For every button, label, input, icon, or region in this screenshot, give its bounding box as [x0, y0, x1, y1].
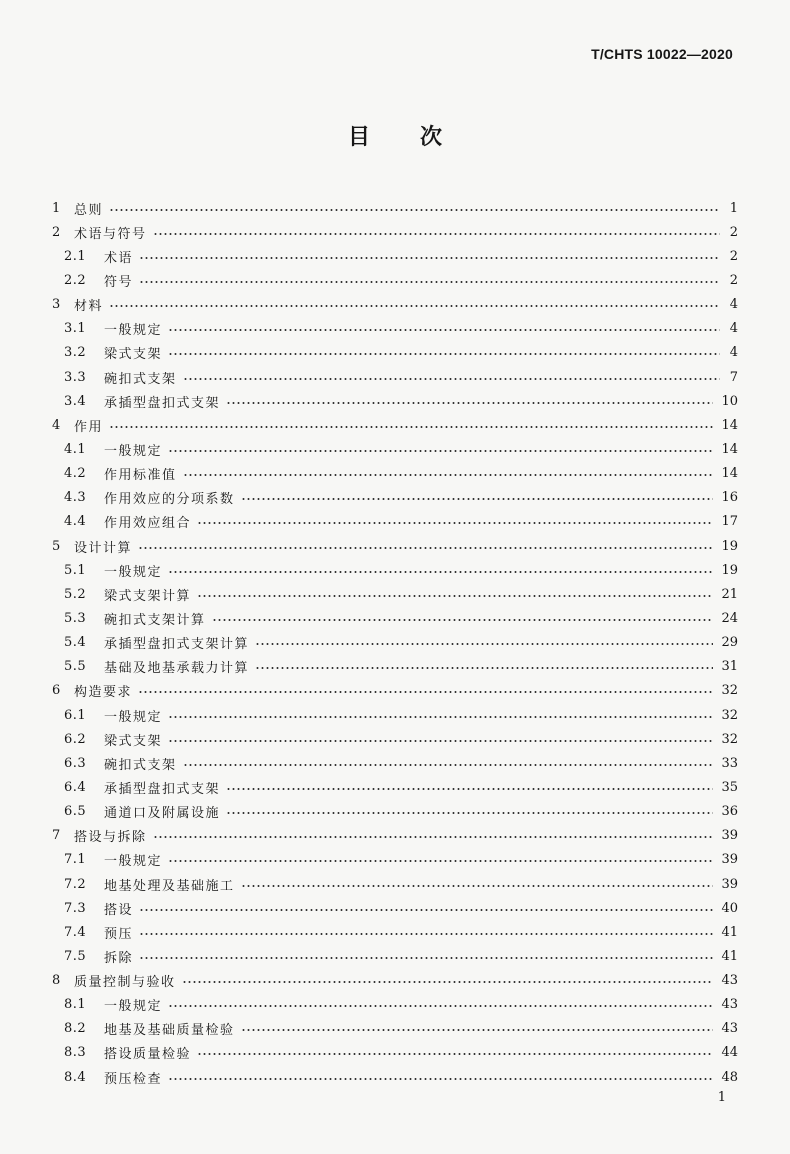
toc-entry-page: 2	[729, 272, 738, 288]
toc-entry[interactable]	[52, 944, 738, 968]
toc-dot-leader	[255, 666, 713, 670]
toc-entry[interactable]	[52, 462, 738, 486]
toc-dot-leader	[168, 570, 713, 574]
toc-dot-leader	[168, 352, 720, 356]
toc-entry[interactable]	[52, 727, 738, 751]
toc-entry[interactable]	[52, 1041, 738, 1065]
toc-entry-title: 梁式支架计算	[104, 588, 192, 604]
toc-entry-title: 搭设与拆除	[74, 830, 147, 846]
toc-entry-number: 6.5	[64, 804, 87, 820]
toc-entry[interactable]	[52, 558, 738, 582]
toc-entry-page: 41	[721, 948, 738, 964]
toc-dot-leader	[183, 763, 714, 767]
toc-entry-number: 4	[52, 417, 61, 433]
toc-entry-page: 4	[729, 297, 738, 313]
toc-entry-number: 7.3	[64, 900, 87, 916]
toc-entry-title: 一般规定	[104, 443, 163, 459]
toc-entry[interactable]	[52, 196, 738, 220]
toc-entry-title: 作用效应组合	[104, 516, 192, 532]
toc-dot-leader	[226, 401, 713, 405]
toc-entry-title: 构造要求	[74, 685, 133, 701]
toc-entry-page: 33	[721, 755, 738, 771]
toc-entry-page: 4	[729, 345, 738, 361]
toc-entry-title: 地基及基础质量检验	[104, 1023, 235, 1039]
toc-entry-number: 8.3	[64, 1045, 87, 1061]
toc-dot-leader	[138, 690, 713, 694]
toc-entry-page: 35	[721, 779, 738, 795]
toc-entry-page: 14	[721, 441, 738, 457]
toc-entry[interactable]	[52, 655, 738, 679]
toc-entry-number: 5.4	[64, 635, 87, 651]
title-char-2: 次	[420, 125, 443, 150]
toc-entry-title: 承插型盘扣式支架	[104, 395, 221, 411]
toc-entry-number: 4.4	[64, 514, 87, 530]
toc-dot-leader	[241, 497, 714, 501]
toc-entry[interactable]	[52, 606, 738, 630]
table-of-contents	[52, 196, 738, 1089]
toc-dot-leader	[197, 594, 713, 598]
toc-entry-number: 4.3	[64, 490, 87, 506]
toc-dot-leader	[153, 232, 720, 236]
toc-entry-number: 6	[52, 683, 61, 699]
toc-entry-number: 7.4	[64, 924, 87, 940]
toc-entry-page: 21	[721, 586, 738, 602]
toc-entry[interactable]	[52, 679, 738, 703]
toc-entry[interactable]	[52, 848, 738, 872]
toc-entry-page: 44	[721, 1045, 738, 1061]
toc-entry-title: 梁式支架	[104, 733, 163, 749]
toc-entry-page: 14	[721, 466, 738, 482]
toc-entry-title: 一般规定	[104, 709, 163, 725]
toc-entry-number: 6.4	[64, 779, 87, 795]
toc-entry-page: 4	[729, 321, 738, 337]
toc-entry-number: 3	[52, 297, 61, 313]
toc-entry[interactable]	[52, 341, 738, 365]
toc-entry-title: 术语	[104, 250, 134, 266]
toc-entry-title: 总则	[74, 202, 104, 218]
toc-entry-number: 4.2	[64, 466, 87, 482]
toc-entry-page: 2	[729, 248, 738, 264]
toc-entry-page: 2	[729, 224, 738, 240]
page-number: 1	[717, 1090, 726, 1105]
toc-dot-leader	[168, 739, 713, 743]
toc-entry-title: 一般规定	[104, 564, 163, 580]
toc-entry-page: 32	[721, 731, 738, 747]
toc-dot-leader	[226, 811, 713, 815]
toc-dot-leader	[168, 859, 713, 863]
toc-dot-leader	[197, 1052, 713, 1056]
toc-entry-title: 搭设	[104, 902, 134, 918]
toc-entry-title: 基础及地基承载力计算	[104, 661, 250, 677]
toc-entry[interactable]	[52, 244, 738, 268]
toc-entry-number: 3.4	[64, 393, 87, 409]
toc-dot-leader	[255, 642, 713, 646]
title-char-1: 目	[347, 125, 370, 150]
toc-entry-page: 40	[721, 900, 738, 916]
toc-entry-number: 5.3	[64, 610, 87, 626]
toc-entry-title: 碗扣式支架计算	[104, 612, 206, 628]
toc-entry[interactable]	[52, 631, 738, 655]
toc-entry-title: 梁式支架	[104, 347, 163, 363]
toc-entry-page: 24	[721, 610, 738, 626]
toc-entry-title: 承插型盘扣式支架计算	[104, 637, 250, 653]
toc-entry-number: 2.1	[64, 248, 87, 264]
toc-entry-title: 碗扣式支架	[104, 757, 177, 773]
toc-dot-leader	[168, 1077, 713, 1081]
toc-entry-number: 8.4	[64, 1069, 87, 1085]
toc-entry[interactable]	[52, 896, 738, 920]
toc-entry-number: 2.2	[64, 272, 87, 288]
toc-entry-page: 36	[721, 804, 738, 820]
toc-entry-number: 2	[52, 224, 61, 240]
toc-entry-page: 10	[721, 393, 738, 409]
toc-entry[interactable]	[52, 413, 738, 437]
toc-dot-leader	[168, 1004, 713, 1008]
toc-entry-title: 设计计算	[74, 540, 133, 556]
toc-entry-page: 39	[721, 876, 738, 892]
toc-entry[interactable]	[52, 293, 738, 317]
toc-entry-page: 19	[721, 538, 738, 554]
toc-dot-leader	[182, 980, 714, 984]
toc-entry[interactable]	[52, 872, 738, 896]
toc-entry-page: 14	[721, 417, 738, 433]
toc-entry-title: 质量控制与验收	[74, 975, 176, 991]
toc-entry[interactable]	[52, 993, 738, 1017]
toc-entry-title: 术语与符号	[74, 226, 147, 242]
toc-entry-title: 一般规定	[104, 999, 163, 1015]
toc-entry-title: 作用效应的分项系数	[104, 492, 235, 508]
toc-entry-number: 1	[52, 200, 61, 216]
toc-entry-number: 7.5	[64, 948, 87, 964]
toc-entry-number: 6.3	[64, 755, 87, 771]
toc-entry[interactable]	[52, 582, 738, 606]
toc-dot-leader	[139, 908, 713, 912]
toc-dot-leader	[197, 521, 713, 525]
toc-dot-leader	[168, 715, 713, 719]
toc-entry-title: 材料	[74, 299, 104, 315]
toc-entry-page: 16	[721, 490, 738, 506]
toc-dot-leader	[109, 425, 713, 429]
toc-entry-number: 8.2	[64, 1021, 87, 1037]
toc-entry[interactable]	[52, 317, 738, 341]
toc-entry-page: 39	[721, 852, 738, 868]
toc-entry-number: 6.2	[64, 731, 87, 747]
toc-entry[interactable]	[52, 800, 738, 824]
toc-dot-leader	[139, 932, 713, 936]
toc-entry-title: 预压检查	[104, 1071, 163, 1087]
toc-entry-title: 地基处理及基础施工	[104, 878, 235, 894]
toc-dot-leader	[109, 304, 720, 308]
toc-dot-leader	[168, 328, 720, 332]
toc-entry-page: 48	[721, 1069, 738, 1085]
toc-dot-leader	[241, 1028, 714, 1032]
toc-entry-page: 31	[721, 659, 738, 675]
toc-entry-number: 5.2	[64, 586, 87, 602]
toc-entry-title: 符号	[104, 274, 134, 290]
toc-entry-page: 41	[721, 924, 738, 940]
toc-entry[interactable]	[52, 486, 738, 510]
toc-entry-page: 7	[729, 369, 738, 385]
toc-entry-number: 3.2	[64, 345, 87, 361]
toc-dot-leader	[241, 884, 714, 888]
page-title	[0, 120, 790, 151]
toc-entry-title: 作用	[74, 419, 104, 435]
document-code: T/CHTS 10022—2020	[591, 46, 733, 62]
toc-entry[interactable]	[52, 534, 738, 558]
toc-dot-leader	[139, 956, 713, 960]
toc-entry-number: 3.3	[64, 369, 87, 385]
toc-entry-number: 4.1	[64, 441, 87, 457]
toc-entry[interactable]	[52, 437, 738, 461]
toc-entry-page: 32	[721, 683, 738, 699]
toc-dot-leader	[153, 835, 714, 839]
toc-entry-title: 拆除	[104, 950, 134, 966]
toc-entry[interactable]	[52, 510, 738, 534]
toc-entry[interactable]	[52, 751, 738, 775]
toc-entry-title: 承插型盘扣式支架	[104, 781, 221, 797]
toc-entry-page: 39	[721, 828, 738, 844]
toc-entry-page: 29	[721, 635, 738, 651]
toc-entry-title: 作用标准值	[104, 468, 177, 484]
toc-entry[interactable]	[52, 775, 738, 799]
toc-entry-title: 预压	[104, 926, 134, 942]
toc-entry-number: 5.1	[64, 562, 87, 578]
toc-entry-title: 一般规定	[104, 854, 163, 870]
toc-entry-number: 7.1	[64, 852, 87, 868]
toc-entry[interactable]	[52, 703, 738, 727]
toc-dot-leader	[226, 787, 713, 791]
toc-entry-number: 6.1	[64, 707, 87, 723]
toc-entry-title: 碗扣式支架	[104, 371, 177, 387]
toc-entry[interactable]	[52, 268, 738, 292]
toc-entry-page: 43	[721, 997, 738, 1013]
toc-entry-number: 5	[52, 538, 61, 554]
toc-dot-leader	[139, 280, 720, 284]
toc-dot-leader	[168, 449, 713, 453]
toc-dot-leader	[138, 546, 713, 550]
toc-entry-number: 8	[52, 973, 61, 989]
toc-entry[interactable]	[52, 389, 738, 413]
toc-entry-page: 43	[721, 973, 738, 989]
toc-entry-page: 19	[721, 562, 738, 578]
toc-dot-leader	[183, 473, 714, 477]
toc-entry-title: 通道口及附属设施	[104, 806, 221, 822]
toc-entry[interactable]	[52, 1065, 738, 1089]
toc-entry[interactable]	[52, 920, 738, 944]
toc-entry[interactable]	[52, 969, 738, 993]
toc-entry-page: 32	[721, 707, 738, 723]
toc-entry-number: 7	[52, 828, 61, 844]
toc-entry-page: 1	[729, 200, 738, 216]
toc-entry[interactable]	[52, 365, 738, 389]
toc-dot-leader	[109, 208, 720, 212]
toc-dot-leader	[212, 618, 714, 622]
toc-entry-number: 3.1	[64, 321, 87, 337]
toc-entry[interactable]	[52, 824, 738, 848]
toc-entry[interactable]	[52, 1017, 738, 1041]
toc-entry-title: 搭设质量检验	[104, 1047, 192, 1063]
toc-entry[interactable]	[52, 220, 738, 244]
toc-entry-page: 43	[721, 1021, 738, 1037]
toc-dot-leader	[183, 377, 720, 381]
toc-entry-page: 17	[721, 514, 738, 530]
toc-entry-title: 一般规定	[104, 323, 163, 339]
toc-entry-number: 8.1	[64, 997, 87, 1013]
toc-entry-number: 7.2	[64, 876, 87, 892]
toc-dot-leader	[139, 256, 720, 260]
toc-entry-number: 5.5	[64, 659, 87, 675]
